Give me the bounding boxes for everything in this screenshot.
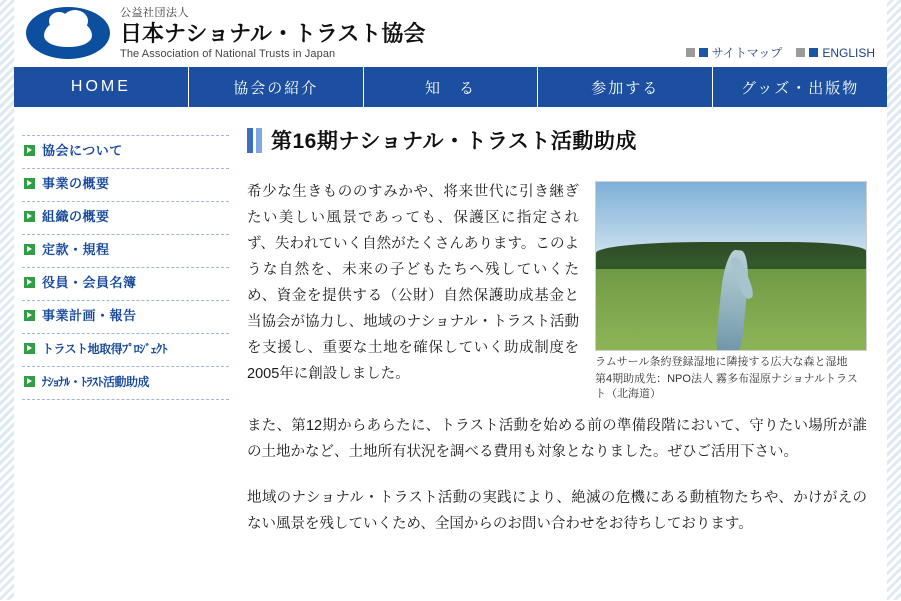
paragraph-2: また、第12期からあらたに、トラスト活動を始める前の準備段階において、守りたい場所が誰の土地かなど、土地所有状況を調べる費用も対象となりました。ぜひご活用下さい。 <box>247 418 867 460</box>
org-subtitle: 公益社団法人 <box>120 7 189 19</box>
arrow-right-icon <box>24 211 35 222</box>
sidebar-item-member-list[interactable] <box>22 268 229 301</box>
paragraph-1: 希少な生きもののすみかや、将来世代に引き継ぎたい美しい風景であっても、保護区に指定されず、失われていく自然がたくさんあります。このような自然を、未来の子どもたちへ残していくため、資金を提供する（公財）自然保護助成基金と当協会が協力し、地域のナショナル・トラスト活動を支援し、重要な土地を確保していく助成制度を2005年に創設しました。 <box>247 184 579 382</box>
right-stripe-decoration <box>887 0 901 600</box>
arrow-right-icon <box>24 178 35 189</box>
sidebar-item-label: トラスト地取得ﾌﾟﾛｼﾞｪｸﾄ <box>42 342 168 356</box>
header-utility-links <box>686 44 875 61</box>
nav-item-know[interactable]: 知 る <box>364 67 539 107</box>
sidebar-item-business-overview[interactable] <box>22 169 229 202</box>
logo-icon[interactable] <box>26 7 110 59</box>
logo-cloud-shape <box>44 19 92 47</box>
left-stripe-decoration <box>0 0 14 600</box>
sidebar-item-about[interactable] <box>22 135 229 169</box>
sidebar-item-label: 組織の概要 <box>42 209 110 224</box>
main-content <box>229 107 887 601</box>
english-link[interactable] <box>796 46 875 60</box>
arrow-right-icon <box>24 145 35 156</box>
square-icon <box>699 48 708 57</box>
sidebar-item-label: 事業の概要 <box>42 176 110 191</box>
sidebar-item-plan-report[interactable] <box>22 301 229 334</box>
sidebar-item-label: 役員・会員名簿 <box>42 275 137 290</box>
intro-block <box>247 179 867 537</box>
arrow-right-icon <box>24 310 35 321</box>
main-navigation <box>14 66 887 107</box>
sidebar-item-label: 協会について <box>42 143 123 158</box>
arrow-right-icon <box>24 376 35 387</box>
site-header <box>14 0 887 66</box>
content-frame <box>14 0 887 600</box>
org-name-english: The Association of National Trusts in Japan <box>120 48 336 60</box>
sidebar-item-label: 定款・規程 <box>42 242 110 257</box>
figure <box>595 181 867 402</box>
figure-caption-line2: 第4期助成先：NPO法人 霧多布湿原ナショナルトラスト（北海道） <box>595 373 858 400</box>
nav-item-about[interactable]: 協会の紹介 <box>189 67 364 107</box>
square-icon <box>686 48 695 57</box>
sidebar-item-label: 事業計画・報告 <box>42 308 137 323</box>
site-logo-text <box>120 6 425 61</box>
paragraph-3: 地域のナショナル・トラスト活動の実践により、絶滅の危機にある動植物たちや、かけがえのない風景を残していくため、全国からのお問い合わせをお待ちしております。 <box>247 490 867 532</box>
square-icon <box>809 48 818 57</box>
sidebar-item-articles[interactable] <box>22 235 229 268</box>
english-link-label: ENGLISH <box>822 45 875 60</box>
arrow-right-icon <box>24 277 35 288</box>
figure-caption <box>595 355 867 402</box>
sidebar <box>14 107 229 601</box>
nav-item-participate[interactable]: 参加する <box>538 67 713 107</box>
figure-caption-line1: ラムサール条約登録湿地に隣接する広大な森と湿地 <box>595 356 848 368</box>
arrow-right-icon <box>24 244 35 255</box>
nav-item-goods[interactable]: グッズ・出版物 <box>713 67 887 107</box>
page-title <box>247 125 867 155</box>
square-icon <box>796 48 805 57</box>
sidebar-item-organization-overview[interactable] <box>22 202 229 235</box>
sitemap-link[interactable] <box>686 44 783 61</box>
wetland-photo <box>595 181 867 351</box>
org-name: 日本ナショナル・トラスト協会 <box>120 21 426 46</box>
sidebar-item-land-acquisition-project[interactable] <box>22 334 229 367</box>
sitemap-link-label: サイトマップ <box>711 46 783 60</box>
sidebar-item-label: ﾅｼｮﾅﾙ・ﾄﾗｽﾄ活動助成 <box>42 375 150 389</box>
body-area <box>14 107 887 601</box>
arrow-right-icon <box>24 343 35 354</box>
nav-item-home[interactable]: HOME <box>14 67 189 107</box>
title-bars-icon <box>247 128 262 153</box>
page-title-text: 第16期ナショナル・トラスト活動助成 <box>271 130 637 153</box>
sidebar-item-trust-activity-grant[interactable] <box>22 367 229 400</box>
